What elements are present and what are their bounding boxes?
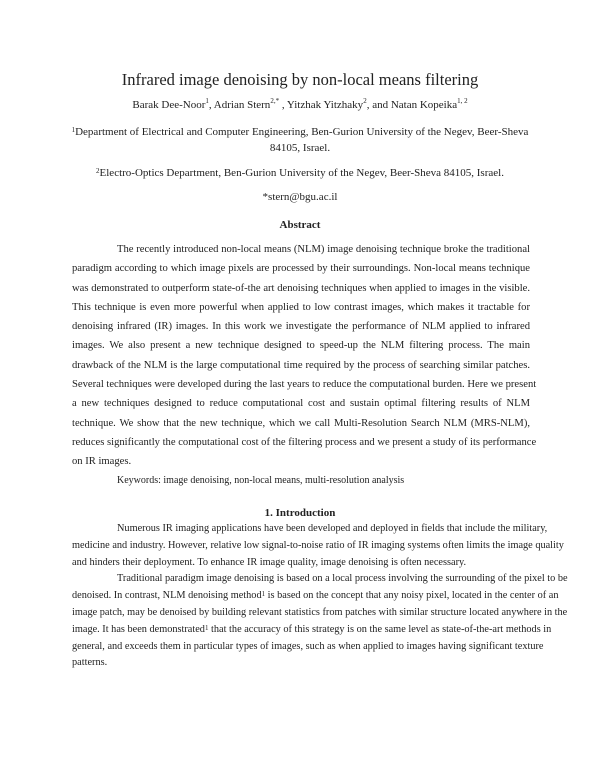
intro-line: Traditional paradigm image denoising is based on a local process involving the surrounding of the pixel to be [117, 573, 568, 585]
abstract-line: a new techniques designed to reduce computational cost and sustain optimal filtering results of NLM [72, 398, 530, 410]
author: Natan Kopeika$^{1, 2}$ [390, 97, 468, 111]
affiliation-2: $^2$Electro-Optics Department, Ben-Gurion University of the Negev, Beer-Sheva 84105, Israel. [96, 167, 504, 179]
abstract-line: reduces significantly the computational cost of the filtering process and we present a study of its performance [72, 436, 537, 448]
intro-line: Numerous IR imaging applications have been developed and deployed in fields that include the military, [117, 523, 548, 534]
intro-line: medicine and industry. However, relative low signal-to-noise ratio of IR imaging systems often limits the image quality [72, 539, 564, 551]
author-list [60, 99, 540, 111]
abstract-line: The recently introduced non-local means (NLM) image denoising technique broke the traditional [117, 244, 530, 255]
abstract-line: images. We also present a new technique designed to speed-up the NLM filtering process. The main [72, 340, 530, 352]
intro-line: image. It has been demonstrated$^1$ that the accuracy of this strategy is on the same level as state-of-the-art methods in [72, 623, 552, 635]
introduction-body [72, 521, 568, 672]
abstract-line: was demonstrated to outperform state-of-the art denoising techniques when applied to images in the visible. [72, 282, 530, 294]
corresponding-email: *stern@bgu.ac.il [262, 191, 338, 203]
intro-line: general, and exceeds them in particular types of images, such as when applied to images having significant texture [72, 640, 544, 652]
intro-line: image patch, may be denoised by building relevant statistics from patches with similar structure located anywhere in the [72, 606, 568, 618]
author: Yitzhak Yitzhaky$^2$, and [286, 97, 391, 111]
abstract-line: This technique is even more powerful when applied to low contrast images, which makes it tractable for [72, 301, 530, 313]
intro-line: patterns. [72, 657, 108, 669]
intro-line: denoised. In contrast, NLM denoising method$^1$ is based on the concept that any noisy pixel, located in the center of an [72, 590, 559, 602]
abstract-line: drawback of the NLM is the large computational time required by the process of searching similar patches. [72, 359, 530, 371]
abstract-line: denoising infrared (IR) images. In this work we investigate the performance of NLM applied to infrared [72, 321, 530, 333]
abstract-line: Several techniques were developed during the last years to reduce the computational burden. Here we present [72, 379, 537, 391]
abstract-line: technique. We show that the new technique, which we call Multi-Resolution Search NLM (MRS-NLM), [72, 417, 530, 429]
abstract-line: paradigm according to which image pixels are processed by their surroundings. Non-local means technique [72, 263, 530, 275]
intro-line: and hinders their deployment. To enhance IR image quality, image denoising is often necessary. [72, 556, 467, 568]
paper-title: Infrared image denoising by non-local means filtering [121, 70, 479, 89]
keywords: Keywords: image denoising, non-local means, multi-resolution analysis [117, 475, 405, 486]
abstract-heading: Abstract [279, 219, 321, 231]
section-heading-introduction: 1. Introduction [264, 507, 336, 519]
author: Barak Dee-Noor$^1$, [132, 97, 214, 111]
abstract-body [72, 240, 537, 472]
author: Adrian Stern$^{2,*}$ , [213, 97, 287, 111]
affiliation-1: $^1$Department of Electrical and Computer Engineering, Ben-Gurion University of the Negev, Beer-Sheva 84105, Israel. [71, 126, 529, 154]
abstract-line: on IR images. [72, 456, 132, 468]
